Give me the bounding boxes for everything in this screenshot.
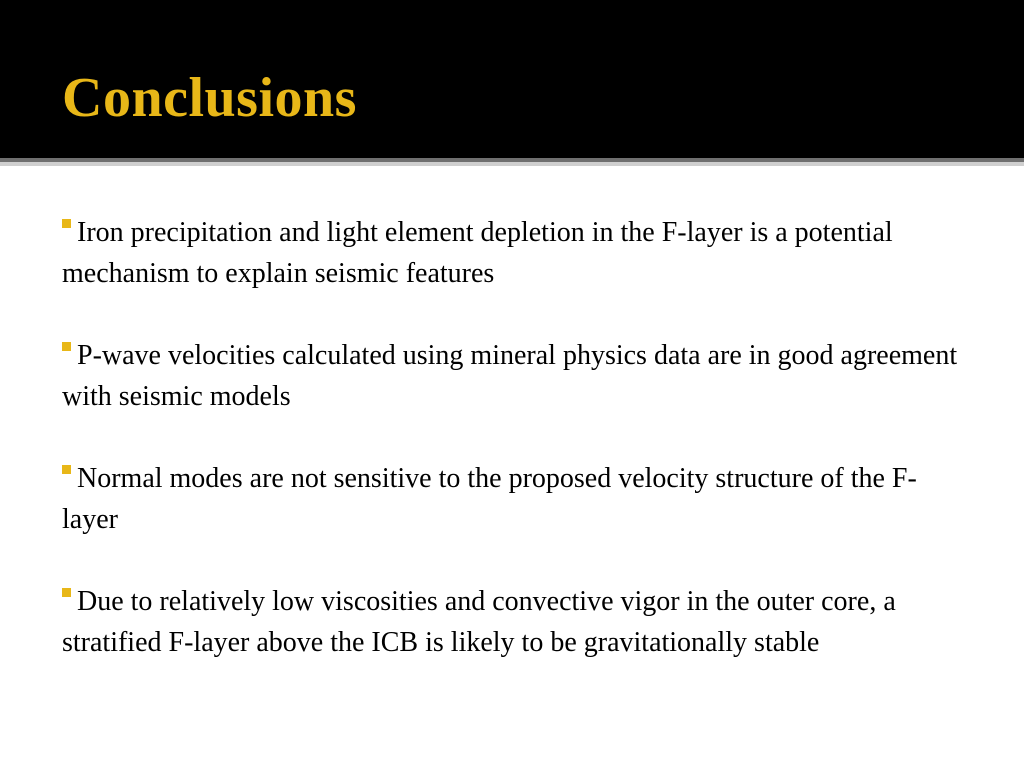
bullet-text-3: Normal modes are not sensitive to the proposed velocity structure of the F-layer <box>62 463 917 535</box>
bullet-item-4 <box>62 581 962 663</box>
bullet-item-3 <box>62 458 962 540</box>
square-bullet-icon <box>62 219 71 228</box>
square-bullet-icon <box>62 465 71 474</box>
bullet-item-2 <box>62 335 962 417</box>
title-bar <box>0 0 1024 158</box>
title-divider-light <box>0 162 1024 166</box>
square-bullet-icon <box>62 588 71 597</box>
slide-title: Conclusions <box>62 67 357 129</box>
bullet-text-2: P-wave velocities calculated using mineral physics data are in good agreement with seismic models <box>62 340 958 412</box>
square-bullet-icon <box>62 342 71 351</box>
bullet-item-1 <box>62 212 962 294</box>
bullet-list <box>62 212 962 704</box>
bullet-text-4: Due to relatively low viscosities and convective vigor in the outer core, a stratified F-layer above the ICB is likely to be gravitationally stable <box>62 586 896 658</box>
bullet-text-1: Iron precipitation and light element depletion in the F-layer is a potential mechanism to explain seismic features <box>62 217 893 289</box>
